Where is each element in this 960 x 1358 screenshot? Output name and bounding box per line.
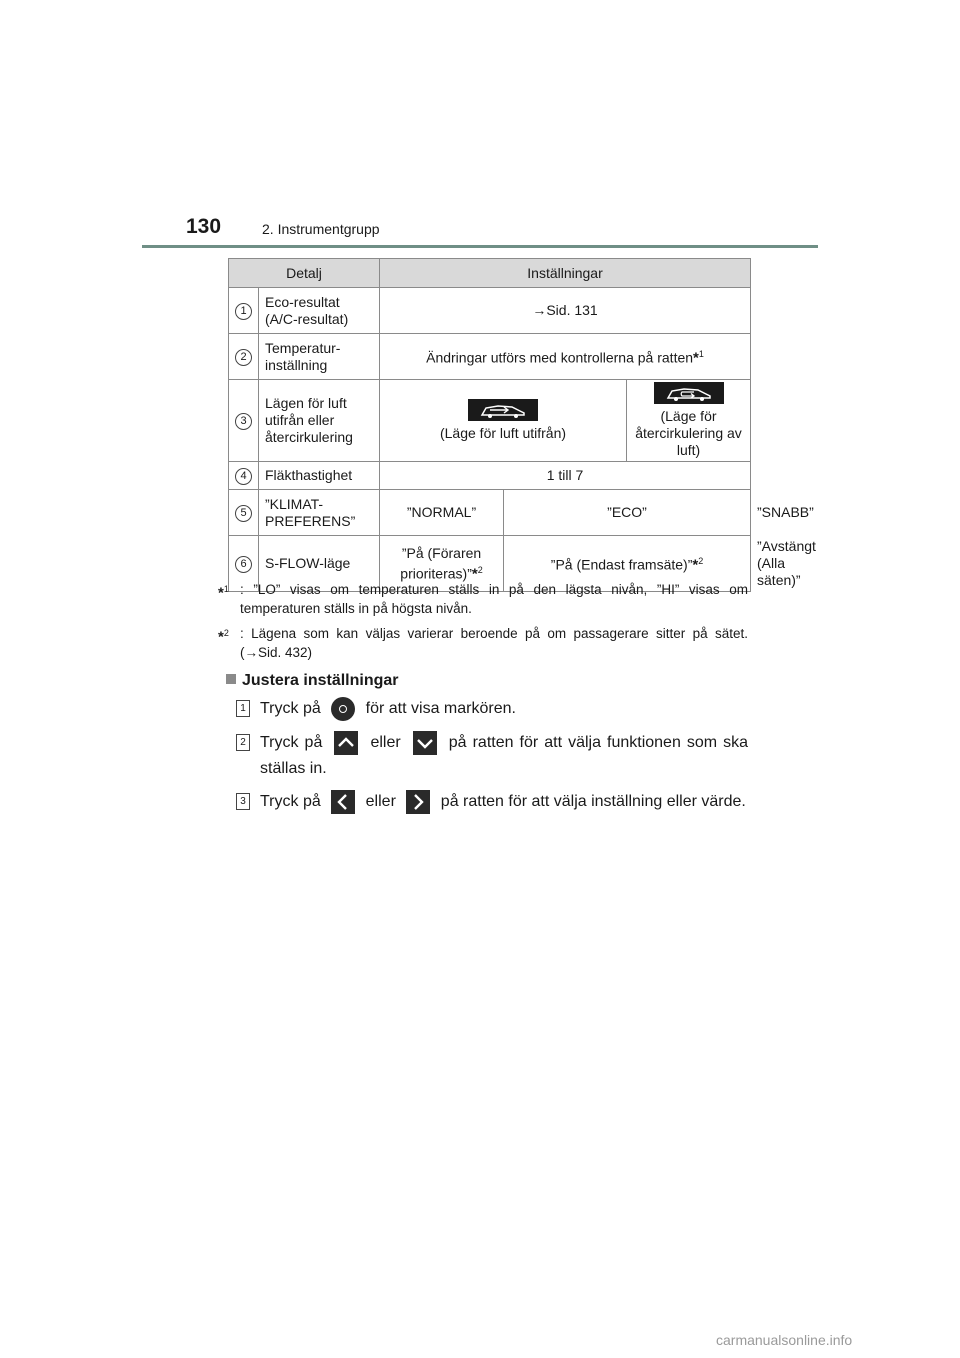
step-3: 3 Tryck på eller på ratten för att välja inställning eller värde. (236, 789, 748, 815)
table-row (229, 334, 751, 380)
option-recirculation-label: (Läge för återcirkulering av luft) (635, 408, 742, 458)
option-recirculation (627, 380, 751, 462)
row-setting: Ändringar utförs med kontrollerna på ratten*$^1$ (380, 334, 751, 380)
section-title: 2. Instrumentgrupp (262, 221, 380, 237)
row-number: 6 (235, 556, 252, 573)
step-number: 3 (236, 793, 250, 810)
table-header-row (229, 259, 751, 288)
section-heading: Justera inställningar (226, 672, 399, 690)
right-arrow-button-icon (406, 790, 430, 814)
outside-air-mode-icon (468, 399, 538, 421)
footnote-1: *$^1$ : ”LO” visas om temperaturen ställs in på den lägsta nivån, ”HI” visas om temperaturen ställs in på högsta nivån. (218, 582, 748, 616)
option-outside-air (380, 380, 627, 462)
option-outside-air-label: (Läge för luft utifrån) (439, 425, 567, 441)
row-number: 3 (235, 413, 252, 430)
row-item: S-FLOW-läge (259, 536, 380, 592)
column-header-detail: Detalj (229, 259, 380, 288)
option-driver-priority: ”På (Föraren prioriteras)”*$^2$ (380, 536, 504, 592)
header-rule (142, 245, 818, 248)
page-header (142, 215, 818, 247)
step-number: 2 (236, 734, 250, 751)
row-item: Lägen för luft utifrån eller återcirkulering (259, 380, 380, 462)
page-number: 130 (186, 215, 222, 238)
row-setting: 1 till 7 (380, 462, 751, 490)
row-item: Fläkthastighet (259, 462, 380, 490)
settings-table (228, 258, 816, 592)
table-row: 5 ”KLIMAT- PREFERENS” ”NORMAL” ”ECO” ”SNABB” (229, 490, 751, 536)
row-number: 5 (235, 505, 252, 522)
option-front-only: ”På (Endast framsäte)”*$^2$ (504, 536, 751, 592)
step-number: 1 (236, 700, 250, 717)
row-item: Eco-resultat (A/C-resultat) (259, 288, 380, 334)
footnote-2: *$^2$ : Lägena som kan väljas varierar beroende på om passagerare sitter på sätet. (→Sid. 432) (218, 626, 748, 660)
table-row (229, 288, 751, 334)
column-header-settings: Inställningar (380, 259, 751, 288)
row-number: 2 (235, 349, 252, 366)
table-row (229, 380, 751, 462)
row-item: Temperatur- inställning (259, 334, 380, 380)
row-number: 1 (235, 303, 252, 320)
recirculation-mode-icon (654, 382, 724, 404)
heading-bullet-icon (226, 674, 236, 684)
watermark: carmanualsonline.info (716, 1332, 853, 1348)
down-arrow-button-icon (413, 731, 437, 755)
table-row: 6 S-FLOW-läge ”På (Föraren prioriteras)”*$^2$ ”På (Endast framsäte)”*$^2$ ”Avstängt (Alla säten)” (229, 536, 751, 592)
option-normal: ”NORMAL” (380, 490, 504, 536)
table-row (229, 462, 751, 490)
step-2: 2 Tryck på eller på ratten för att välja funktionen som ska ställas in. (236, 730, 748, 782)
row-number: 4 (235, 468, 252, 485)
round-select-button-icon (331, 697, 355, 721)
up-arrow-button-icon (334, 731, 358, 755)
step-1: 1 Tryck på för att visa markören. (236, 696, 748, 722)
left-arrow-button-icon (331, 790, 355, 814)
row-item: ”KLIMAT- PREFERENS” (259, 490, 380, 536)
row-setting: →Sid. 131 (380, 288, 751, 334)
option-eco: ”ECO” (504, 490, 751, 536)
